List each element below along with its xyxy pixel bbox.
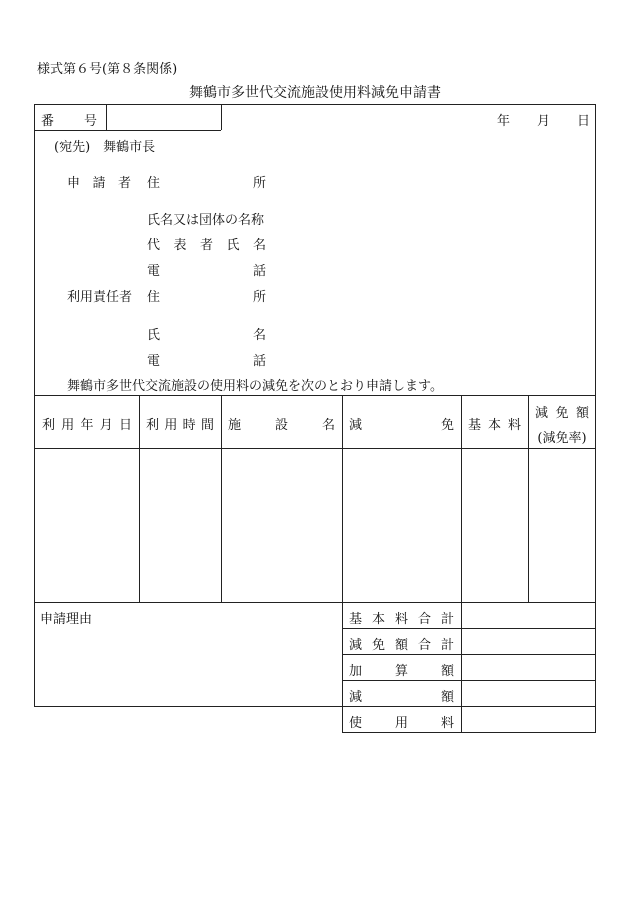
summary-deduction-value[interactable] [463,682,594,705]
header-reduction-rate: (減免率) [537,431,587,446]
header-usage-date: 利 用 年 月 日 [42,418,132,433]
user-label: 利用責任者 [67,290,133,305]
applicant-label: 申 請 者 [67,176,131,191]
header-usage-time: 利 用 時 間 [146,418,214,433]
summary-reduction-total-label: 減 免 額 合 計 [349,638,454,653]
number-label: 番 号 [41,114,97,129]
header-base-fee: 基 本 料 [468,418,521,433]
form-label: 様式第６号(第８条関係) [37,62,178,77]
summary-reduction-total-value[interactable] [463,630,594,653]
header-reduction: 減 免 [349,418,454,433]
header-facility-name: 施 設 名 [228,418,335,433]
year-label: 年 [497,114,511,129]
user-phone-label: 電 話 [147,354,266,369]
reason-field[interactable] [36,628,340,704]
cell-reduction-amount[interactable] [530,450,594,600]
summary-base-fee-total-value[interactable] [463,604,594,627]
summary-base-fee-total-label: 基 本 料 合 計 [349,612,454,627]
addressee: (宛先) 舞鶴市長 [54,140,156,155]
applicant-address-label: 住 所 [147,176,266,191]
user-address-label: 住 所 [147,290,266,305]
cell-facility-name[interactable] [223,450,341,600]
page-title: 舞鶴市多世代交流施設使用料減免申請書 [189,85,441,101]
summary-deduction-label: 減 額 [349,690,454,705]
cell-base-fee[interactable] [463,450,527,600]
day-label: 日 [576,114,590,129]
applicant-name-org-label: 氏名又は団体の名称 [147,213,265,228]
application-date[interactable] [497,110,590,129]
summary-addition-label: 加 算 額 [349,664,454,679]
number-field[interactable] [108,106,220,129]
applicant-phone-label: 電 話 [147,264,266,279]
cell-reduction[interactable] [344,450,460,600]
cell-usage-time[interactable] [141,450,220,600]
header-reduction-amount: 減 免 額 [535,406,589,421]
summary-addition-value[interactable] [463,656,594,679]
application-statement: 舞鶴市多世代交流施設の使用料の減免を次のとおり申請します。 [67,379,443,394]
user-name-label: 氏 名 [147,328,266,343]
summary-usage-fee-label: 使 用 料 [349,716,454,731]
applicant-representative-label: 代 表 者 氏 名 [147,238,266,253]
cell-usage-date[interactable] [36,450,138,600]
reason-label: 申請理由 [40,612,93,627]
summary-usage-fee-value[interactable] [463,708,594,731]
month-label: 月 [536,114,550,129]
